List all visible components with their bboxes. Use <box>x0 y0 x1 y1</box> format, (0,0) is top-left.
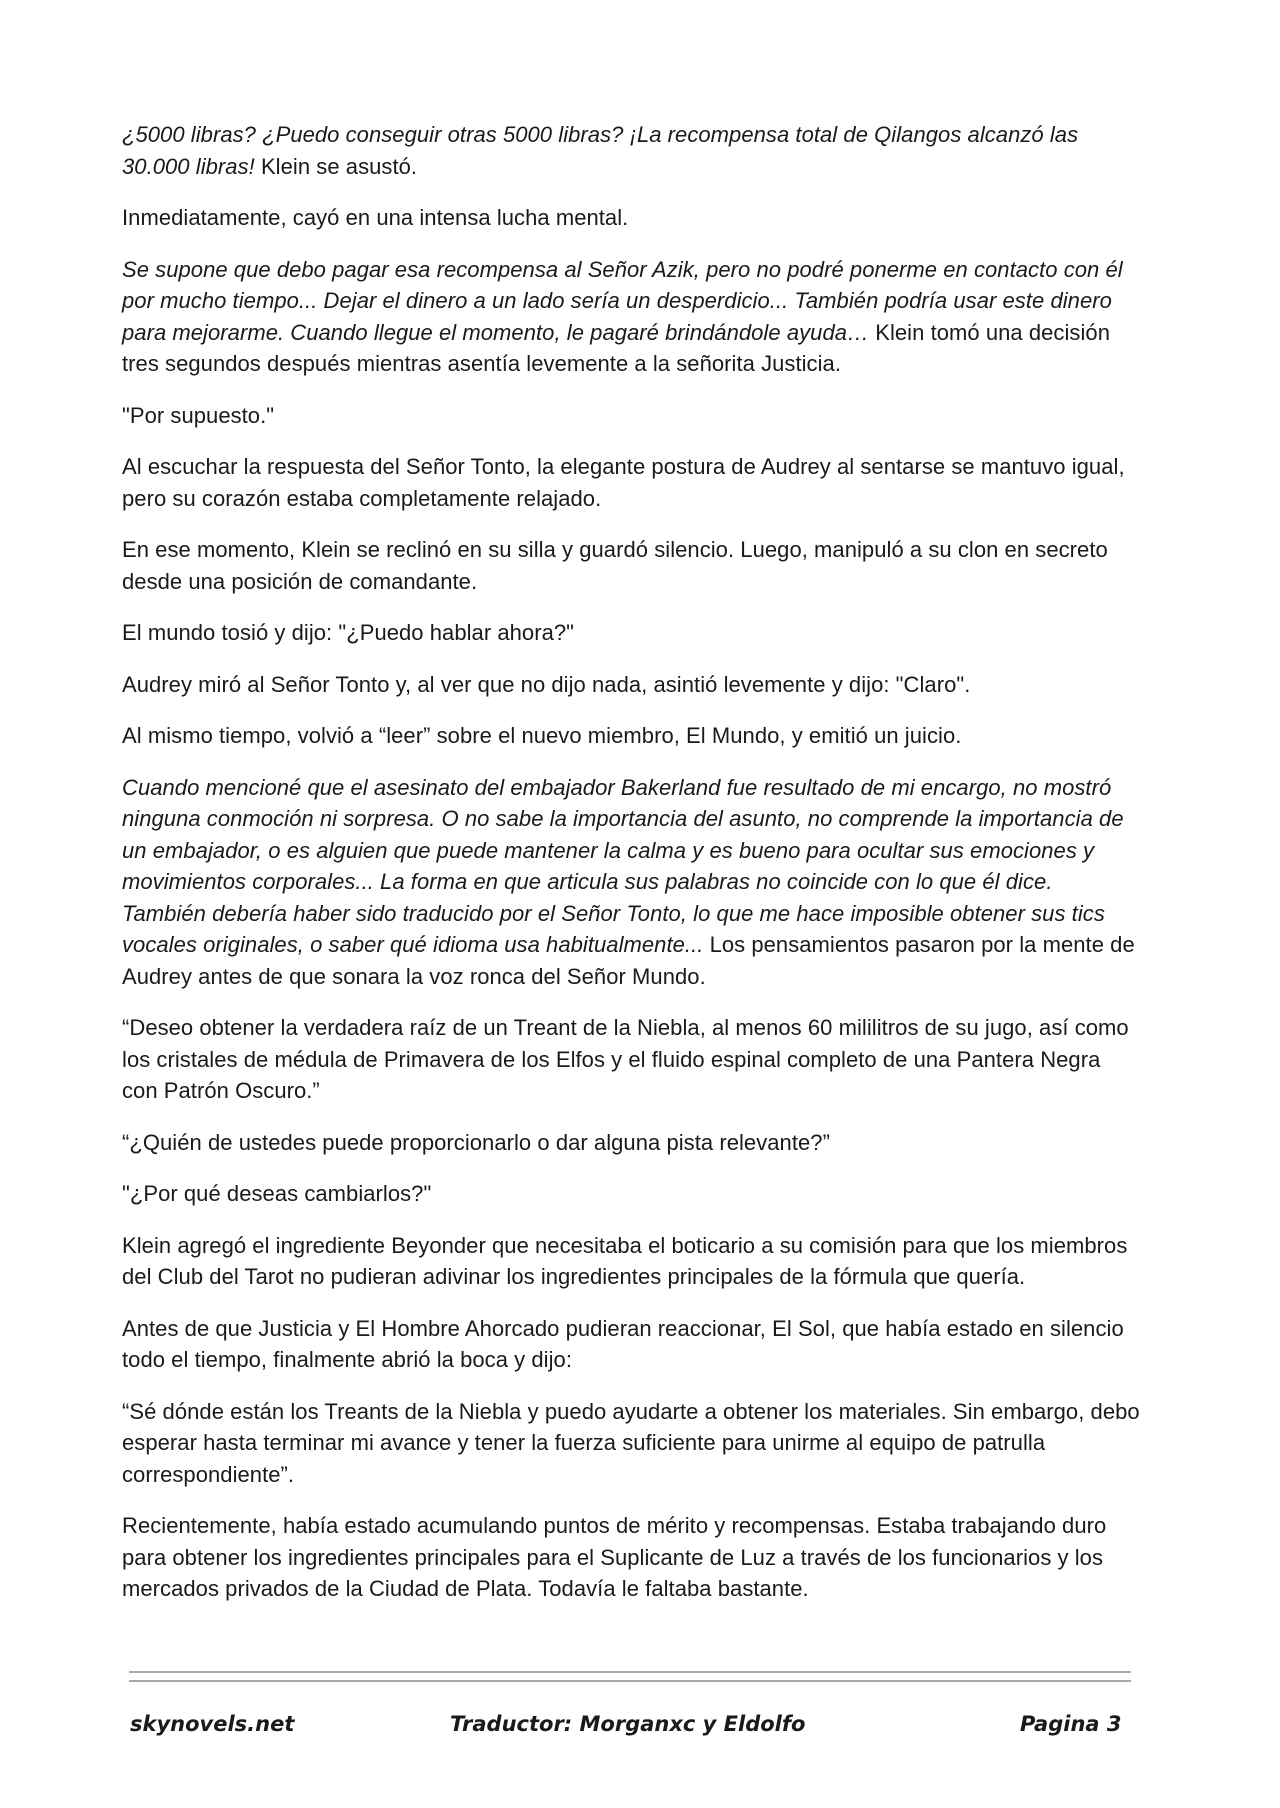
paragraph <box>122 254 1142 380</box>
footer-translator: Traductor: Morganxc y Eldolfo <box>450 1712 806 1736</box>
paragraph <box>122 1396 1142 1491</box>
footer-divider-top <box>129 1671 1131 1673</box>
paragraph-text: El mundo tosió y dijo: "¿Puedo hablar ahora?" <box>122 620 575 645</box>
paragraph <box>122 720 1142 752</box>
paragraph <box>122 400 1142 432</box>
paragraph <box>122 772 1142 993</box>
paragraph-text: Klein se asustó. <box>254 153 418 179</box>
paragraph-text: "Por supuesto." <box>122 402 275 428</box>
paragraph <box>122 1127 1142 1159</box>
paragraph-text: Al mismo tiempo, volvió a “leer” sobre el nuevo miembro, El Mundo, y emitió un juicio. <box>122 723 962 748</box>
footer-page-number: Pagina 3 <box>1020 1712 1122 1736</box>
paragraph <box>122 1178 1142 1210</box>
paragraph-text: "¿Por qué deseas cambiarlos?" <box>122 1181 432 1206</box>
paragraph-text: “¿Quién de ustedes puede proporcionarlo o dar alguna pista relevante?” <box>122 1129 830 1155</box>
paragraph-text: En ese momento, Klein se reclinó en su silla y guardó silencio. Luego, manipuló a su clon en secreto desde una posición de comandante. <box>122 537 1108 594</box>
paragraph <box>122 119 1142 182</box>
paragraph <box>122 1012 1142 1107</box>
paragraph-italic: Se supone que debo pagar esa recompensa al Señor Azik, pero no podré ponerme en contacto con él por mucho tiempo... Dejar el dinero a un lado sería un desperdicio... También podría usar este dinero para mejorarme. Cuando llegue el momento, le pagaré brindándole ayuda… <box>122 256 1123 345</box>
paragraph-italic: Cuando mencioné que el asesinato del embajador Bakerland fue resultado de mi encargo, no mostró ninguna conmoción ni sorpresa. O no sabe la importancia del asunto, no comprende la importancia de un embajador, o es alguien que puede mantener la calma y es bueno para ocultar sus emociones y movimientos corporales... La forma en que articula sus palabras no coincide con lo que él dice. También debería haber sido traducido por el Señor Tonto, lo que me hace imposible obtener sus tics vocales originales, o saber qué idioma usa habitualmente... <box>122 774 1124 957</box>
paragraph <box>122 1230 1142 1293</box>
document-body <box>122 119 1142 1625</box>
paragraph-text: “Sé dónde están los Treants de la Niebla y puedo ayudarte a obtener los materiales. Sin embargo, debo esperar hasta terminar mi avance y tener la fuerza suficiente para unirme al equipo de patrulla correspondiente”. <box>122 1398 1140 1487</box>
paragraph <box>122 202 1142 234</box>
paragraph-text: Klein tomó una decisión tres segundos después mientras asentía levemente a la señorita Justicia. <box>122 319 1110 376</box>
paragraph <box>122 451 1142 514</box>
paragraph-text: “Deseo obtener la verdadera raíz de un Treant de la Niebla, al menos 60 mililitros de su jugo, así como los cristales de médula de Primavera de los Elfos y el fluido espinal completo de una Pantera Negra con Patrón Oscuro.” <box>122 1015 1129 1103</box>
paragraph-text: Recientemente, había estado acumulando puntos de mérito y recompensas. Estaba trabajando duro para obtener los ingredientes principales para el Suplicante de Luz a través de los funcionarios y los mercados privados de la Ciudad de Plata. Todavía le faltaba bastante. <box>122 1513 1107 1601</box>
paragraph-italic: ¿5000 libras? ¿Puedo conseguir otras 5000 libras? ¡La recompensa total de Qilangos alcanzó las 30.000 libras! <box>122 122 1079 179</box>
footer-divider-bottom <box>129 1680 1131 1682</box>
paragraph <box>122 669 1142 701</box>
paragraph-text: Al escuchar la respuesta del Señor Tonto, la elegante postura de Audrey al sentarse se mantuvo igual, pero su corazón estaba completamente relajado. <box>122 454 1125 511</box>
footer-site: skynovels.net <box>130 1712 295 1736</box>
paragraph <box>122 617 1142 649</box>
paragraph-text: Los pensamientos pasaron por la mente de Audrey antes de que sonara la voz ronca del Señor Mundo. <box>122 932 1135 989</box>
paragraph <box>122 1313 1142 1376</box>
paragraph-text: Klein agregó el ingrediente Beyonder que necesitaba el boticario a su comisión para que los miembros del Club del Tarot no pudieran adivinar los ingredientes principales de la fórmula que quería. <box>122 1232 1128 1289</box>
paragraph-text: Antes de que Justicia y El Hombre Ahorcado pudieran reaccionar, El Sol, que había estado en silencio todo el tiempo, finalmente abrió la boca y dijo: <box>122 1315 1124 1372</box>
paragraph <box>122 534 1142 597</box>
paragraph-text: Audrey miró al Señor Tonto y, al ver que no dijo nada, asintió levemente y dijo: "Claro". <box>122 671 971 697</box>
paragraph <box>122 1510 1142 1605</box>
paragraph-text: Inmediatamente, cayó en una intensa lucha mental. <box>122 205 629 230</box>
